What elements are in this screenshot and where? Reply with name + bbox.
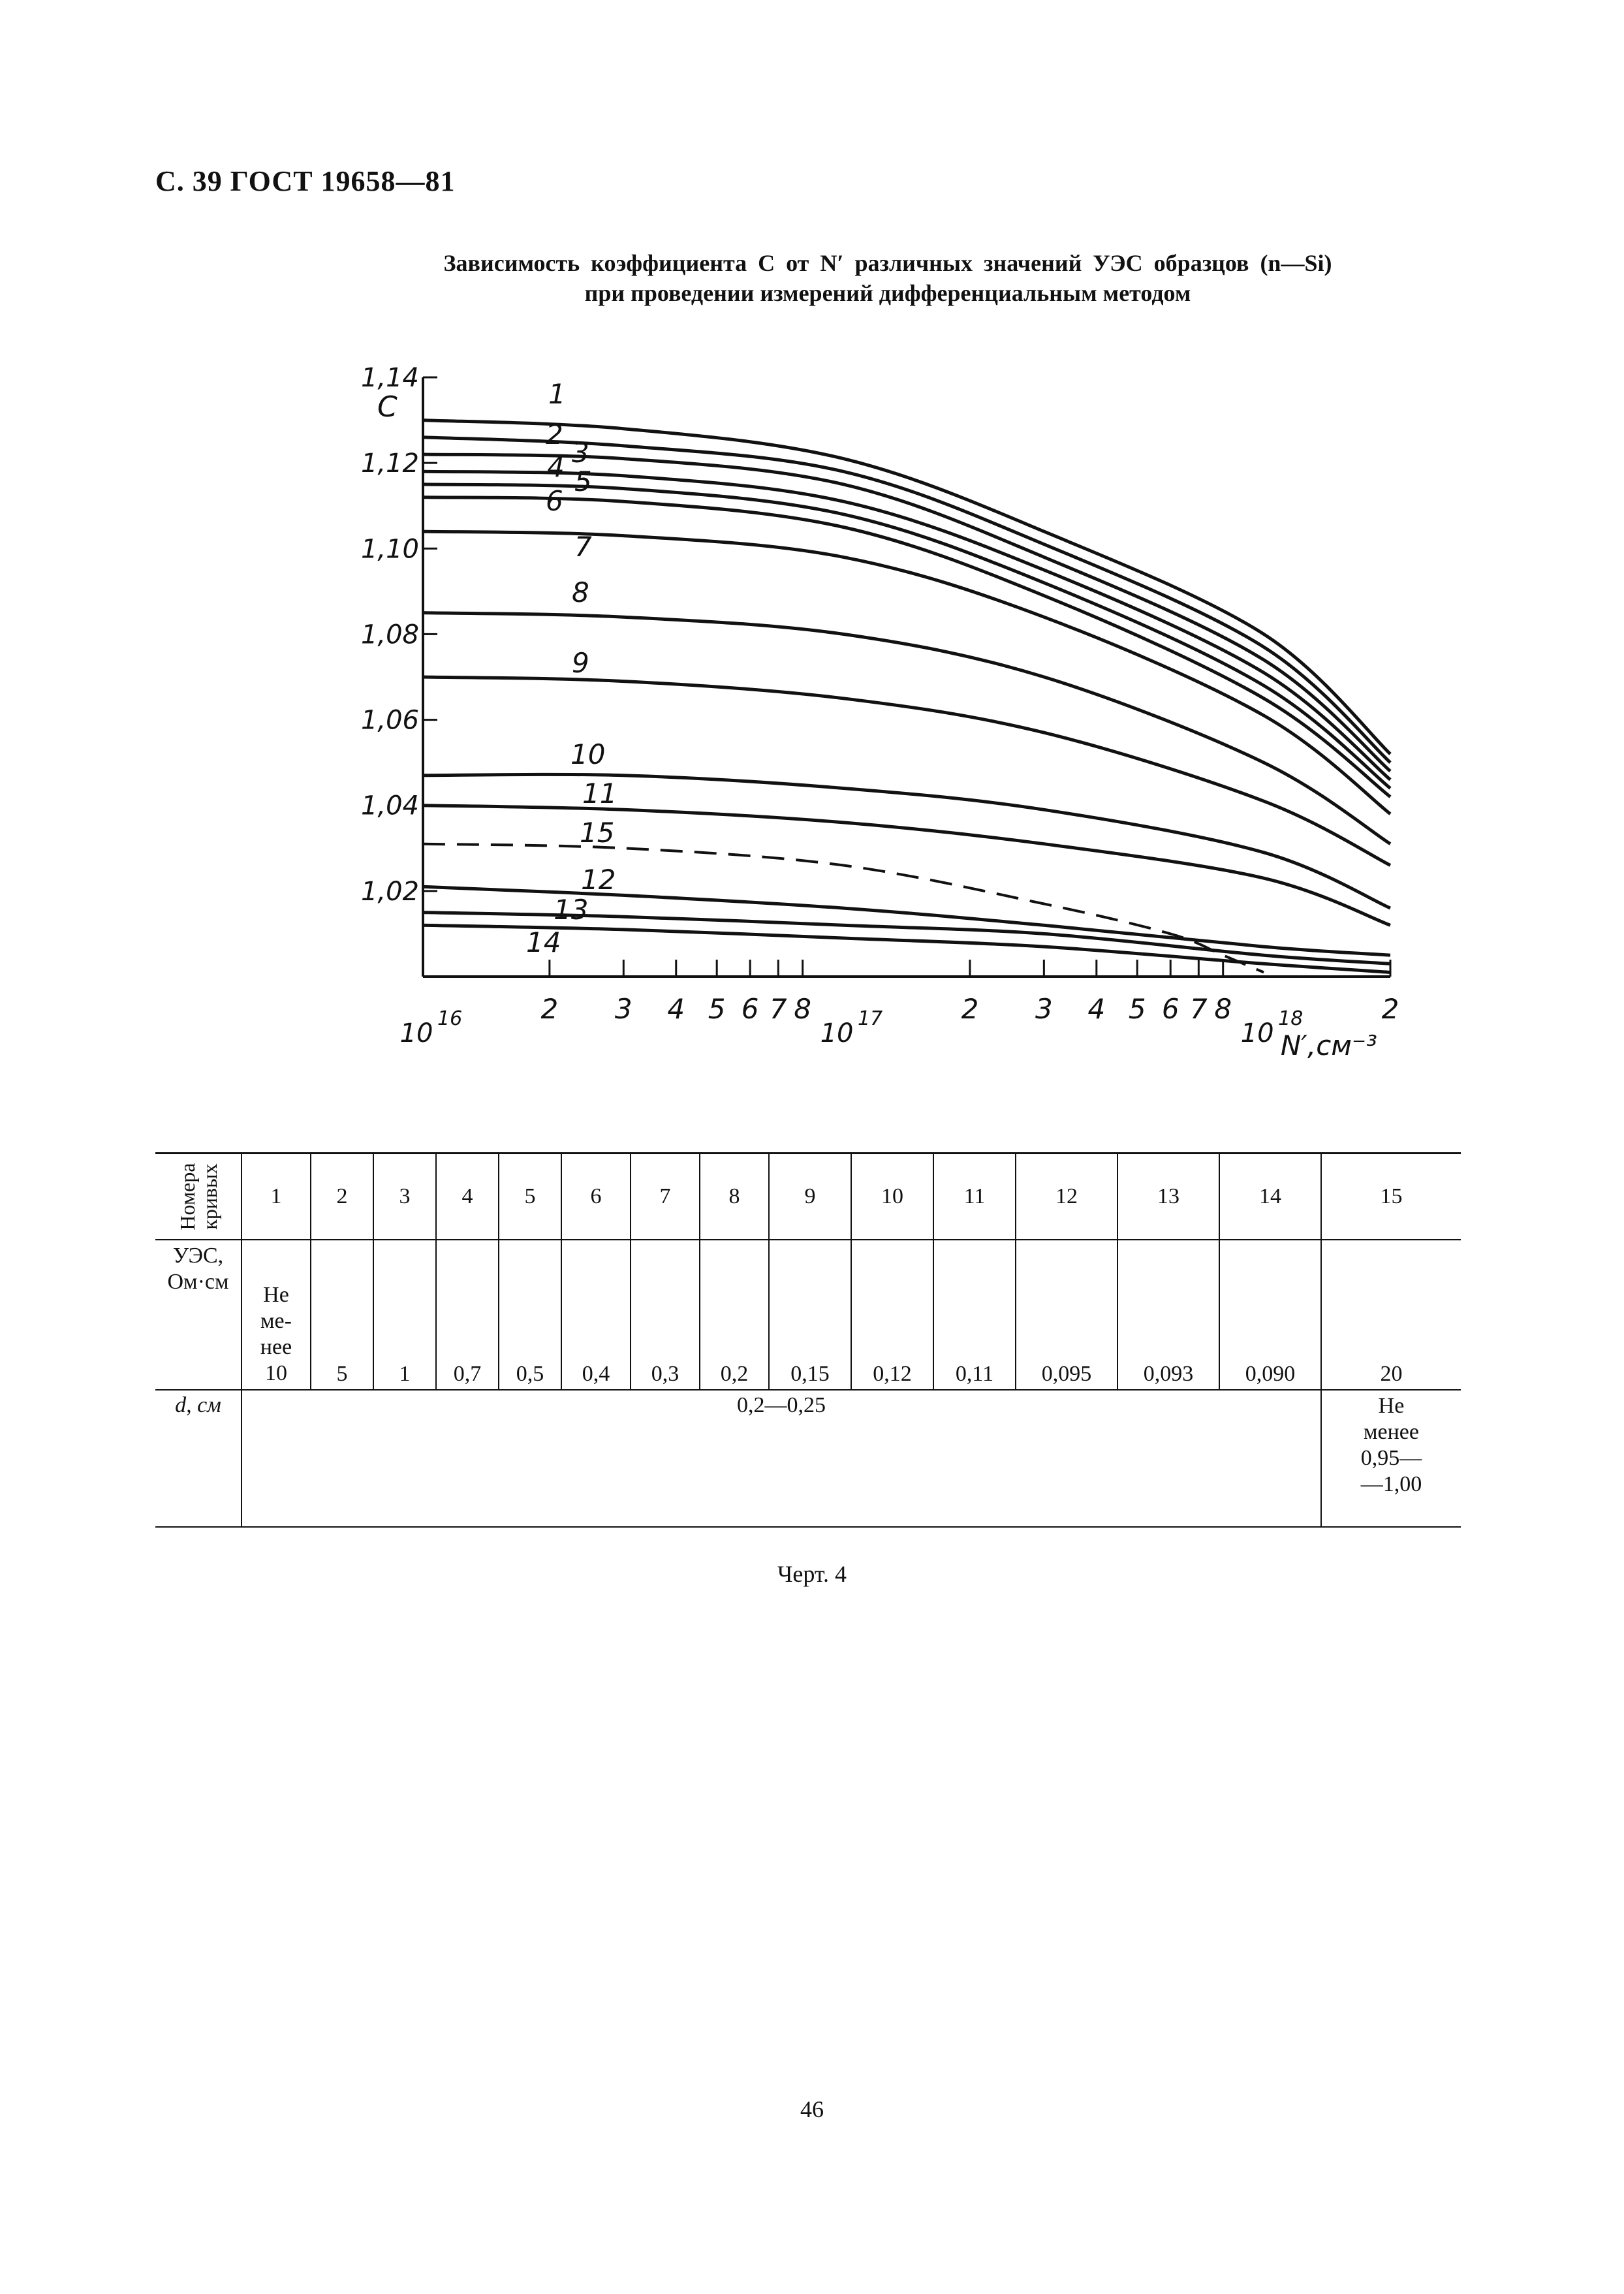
resistivity-cell: 5 [311,1240,373,1390]
page-header: С. 39 ГОСТ 19658—81 [155,165,456,197]
curve-number-cell: 7 [631,1154,700,1240]
x-tick-label: 5 [708,993,726,1025]
curve-label-8: 8 [572,576,589,608]
x-tick-label: 4 [667,993,685,1025]
resistivity-cell: 0,090 [1219,1240,1321,1390]
x-tick-label: 2 [540,993,559,1025]
x-axis-label: N′,см⁻³ [1280,1029,1377,1061]
curve-number-cell: 11 [933,1154,1016,1240]
curve-label-2: 2 [546,418,563,450]
curve-label-12: 12 [581,864,616,896]
curve-number-cell: 1 [242,1154,311,1240]
curve-number-cell: 13 [1117,1154,1219,1240]
x-tick-label: 7 [769,993,787,1025]
resistivity-cell: 0,2 [700,1240,769,1390]
x-tick-exponent: 17 [858,1007,883,1030]
x-tick-exponent: 18 [1278,1007,1304,1030]
resistivity-cell: 0,11 [933,1240,1016,1390]
curve-numbers-label: Номера кривых [175,1163,221,1231]
x-tick-label: 10 [399,1018,433,1048]
x-tick-label: 6 [1161,993,1179,1025]
x-tick-label: 3 [614,993,632,1025]
curve-label-5: 5 [574,465,592,497]
y-tick-label: 1,04 [360,791,419,821]
x-tick-label: 2 [961,993,979,1025]
y-tick-label: 1,12 [360,448,419,479]
curve-number-cell: 14 [1219,1154,1321,1240]
curve-label-4: 4 [547,451,565,483]
resistivity-cell: 0,093 [1117,1240,1219,1390]
y-tick-label: 1,08 [360,620,419,650]
y-tick-label: 1,10 [360,534,419,565]
x-tick-label: 6 [741,993,759,1025]
curve-4 [423,471,1390,779]
curve-number-cell: 2 [311,1154,373,1240]
x-tick-label: 7 [1189,993,1208,1025]
figure-title-line-2: при проведении измерений дифференциальным методом [584,280,1191,306]
curve-number-cell: 9 [769,1154,851,1240]
y-tick-label: 1,14 [360,363,419,393]
chart-axes [423,377,1390,977]
x-tick-label: 3 [1035,993,1053,1025]
figure-caption: Черт. 4 [777,1561,847,1587]
y-axis-label: C [377,390,398,424]
curve-7 [423,531,1390,814]
x-tick-label: 4 [1087,993,1106,1025]
x-tick-label: 2 [1381,993,1399,1025]
resistivity-cell: 0,4 [561,1240,631,1390]
curve-label-3: 3 [572,437,589,469]
x-tick-label: 5 [1128,993,1146,1025]
curve-number-cell: 3 [373,1154,436,1240]
curve-label-13: 13 [554,894,589,926]
curve-label-10: 10 [570,738,606,770]
curve-number-cell: 5 [499,1154,561,1240]
curve-6 [423,497,1390,797]
resistivity-cell: 20 [1321,1240,1461,1390]
figure-title-line-1: Зависимость коэффициента C от N′ различных значений УЭС образцов (n—Si) [443,250,1332,276]
x-tick-exponent: 16 [437,1007,463,1030]
curve-label-7: 7 [574,531,592,563]
page-number: 46 [800,2096,824,2122]
curve-label-1: 1 [548,378,566,410]
x-tick-label: 10 [1240,1018,1274,1048]
y-tick-label: 1,02 [360,876,419,907]
resistivity-cell: 0,15 [769,1240,851,1390]
resistivity-cell: 0,095 [1016,1240,1117,1390]
curve-label-14: 14 [526,926,561,958]
curve-numbers-header [155,1154,242,1240]
curve-label-15: 15 [580,817,615,849]
x-tick-label: 10 [820,1018,854,1048]
curve-3 [423,454,1390,771]
curve-label-11: 11 [582,778,617,809]
curve-label-9: 9 [572,647,589,679]
resistivity-cell: 0,5 [499,1240,561,1390]
thickness-label-text: d, см [175,1393,221,1417]
thickness-last-cell: Не менее 0,95— —1,00 [1321,1390,1461,1527]
y-tick-label: 1,06 [360,705,419,736]
resistivity-cell: 0,12 [851,1240,933,1390]
curve-numbers-row [155,1154,1461,1240]
x-tick-label: 8 [794,993,812,1025]
curve-number-cell: 12 [1016,1154,1117,1240]
curve-number-cell: 6 [561,1154,631,1240]
x-tick-label: 8 [1214,993,1232,1025]
curve-parameters-table [155,1152,1461,1528]
thickness-row [155,1390,1461,1527]
chart [0,0,1624,1110]
resistivity-cell: 0,7 [436,1240,499,1390]
resistivity-label: УЭС, Ом·см [155,1240,242,1390]
resistivity-cell: Не ме- нее 10 [242,1240,311,1390]
resistivity-cell: 1 [373,1240,436,1390]
curve-number-cell: 4 [436,1154,499,1240]
curve-label-6: 6 [546,485,563,517]
curve-number-cell: 15 [1321,1154,1461,1240]
thickness-range-cell: 0,2—0,25 [242,1390,1321,1527]
curve-number-cell: 8 [700,1154,769,1240]
thickness-label [155,1390,242,1527]
curve-number-cell: 10 [851,1154,933,1240]
chart-curves [423,420,1390,973]
resistivity-cell: 0,3 [631,1240,700,1390]
resistivity-row [155,1240,1461,1390]
